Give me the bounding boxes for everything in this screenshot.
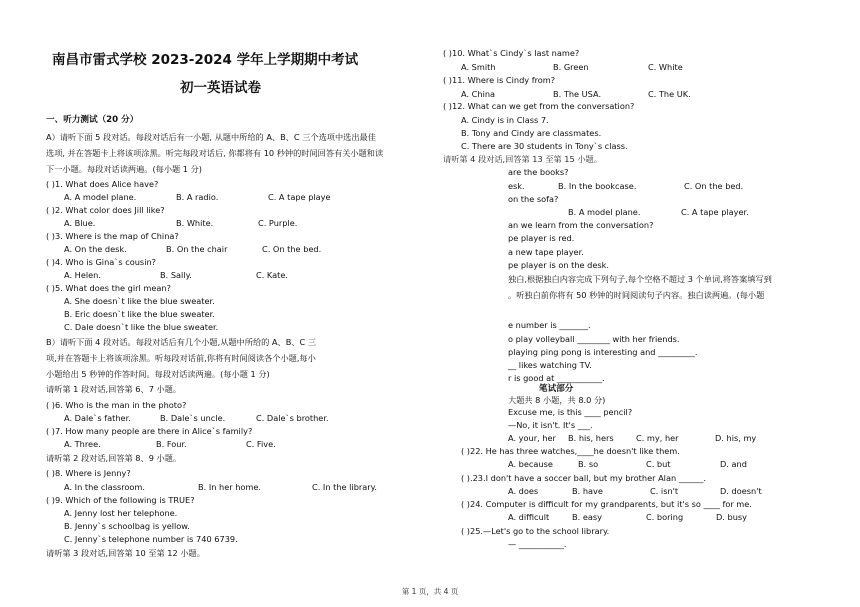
q22-option-a: A. because <box>508 459 553 469</box>
q10-option-b: B. Green <box>553 62 589 72</box>
fill-blank-20: r is good at ___________. <box>508 373 605 383</box>
q24-option-b: B. easy <box>572 512 602 522</box>
fill-blank-17: o play volleyball ________ with her friends. <box>508 334 680 344</box>
q21-stem: Excuse me, is this ____ pencil? <box>508 407 633 417</box>
q22-stem: ( )22. He has three watches,____he doesn't like them. <box>461 446 680 456</box>
q21-option-b: B. his, hers <box>568 433 614 443</box>
q21-option-d: D. his, my <box>715 433 757 443</box>
q6-option-b: B. Dale`s uncle. <box>160 413 226 423</box>
q5-option-a: A. She doesn`t like the blue sweater. <box>64 296 215 306</box>
part-a-instruction: A）请听下面 5 段对话。每段对话后有一小题, 从题中所给的 A、B、C 三个选项中选出最佳 <box>46 132 376 142</box>
q15-fragment: an we learn from the conversation? <box>508 220 654 230</box>
q7-option-c: C. Five. <box>246 439 276 449</box>
q23-option-d: D. doesn't <box>720 486 762 496</box>
q21-option-c: C. my, her <box>636 433 679 443</box>
q24-option-a: A. difficult <box>508 512 550 522</box>
page-title-2: 初一英语试卷 <box>180 80 261 96</box>
q4-stem: ( )4. Who is Gina`s cousin? <box>46 257 157 267</box>
q24-option-c: C. boring <box>646 512 684 522</box>
q15-option-b: a new tape player. <box>508 247 584 257</box>
q8-option-b: B. In her home. <box>198 482 262 492</box>
q15-option-a: pe player is red. <box>508 233 575 243</box>
q2-option-a: A. Blue. <box>64 218 96 228</box>
q15-option-c: pe player is on the desk. <box>508 260 610 270</box>
part-a-instruction: 下一小题。每段对话读两遍。(每小题 1 分) <box>46 164 202 174</box>
q2-option-c: C. Purple. <box>258 218 298 228</box>
written-section-title: 笔试部分 <box>539 384 574 394</box>
q9-option-c: C. Jenny`s telephone number is 740 6739. <box>64 534 238 544</box>
page-title-1: 南昌市雷式学校 2023-2024 学年上学期期中考试 <box>52 52 359 68</box>
q21-option-a: A. your, her <box>508 433 556 443</box>
q23-stem: ( ).23.I don't have a soccer ball, but my brother Alan ______. <box>461 473 706 483</box>
q2-stem: ( )2. What color does Jill like? <box>46 205 165 215</box>
page-footer: 第 1 页，共 4 页 <box>401 587 459 596</box>
part-c-instruction: 独白,根据独白内容完成下列句子,每个空格不超过 3 个单词,将答案填写到 <box>508 274 772 284</box>
q14-option-c: C. A tape player. <box>681 207 749 217</box>
part-b-instruction: 小题给出 5 秒钟的作答时间。每段对话读两遍。(每小题 1 分) <box>46 369 270 379</box>
q23-option-b: B. have <box>572 486 603 496</box>
q8-option-c: C. In the library. <box>312 482 377 492</box>
q3-option-a: A. On the desk. <box>64 244 127 254</box>
dialog-3-heading: 请听第 3 段对话,回答第 10 至第 12 小题。 <box>46 548 205 558</box>
q24-option-d: D. busy <box>716 512 748 522</box>
fill-blank-16: e number is _______. <box>508 320 591 330</box>
q22-option-d: D. and <box>720 459 747 469</box>
q10-stem: ( )10. What`s Cindy`s last name? <box>443 48 580 58</box>
q22-option-c: C. but <box>646 459 671 469</box>
q14-fragment: on the sofa? <box>508 194 559 204</box>
q6-option-c: C. Dale`s brother. <box>256 413 329 423</box>
q23-option-a: A. does <box>508 486 539 496</box>
q1-option-c: C. A tape playe <box>268 192 331 202</box>
q11-option-a: A. China <box>461 89 496 99</box>
q5-stem: ( )5. What does the girl mean? <box>46 283 171 293</box>
q12-stem: ( )12. What can we get from the conversation? <box>443 101 635 111</box>
q4-option-c: C. Kate. <box>256 270 289 280</box>
q25-line2: — ___________. <box>508 539 567 549</box>
q5-option-c: C. Dale doesn`t like the blue sweater. <box>64 322 219 332</box>
q1-stem: ( )1. What does Alice have? <box>46 179 159 189</box>
q9-option-a: A. Jenny lost her telephone. <box>64 508 178 518</box>
q13-option-b: B. In the bookcase. <box>558 181 637 191</box>
q4-option-a: A. Helen. <box>64 270 101 280</box>
section-listening: 一、听力测试（20 分） <box>46 115 139 125</box>
q11-option-b: B. The USA. <box>553 89 602 99</box>
q3-option-c: C. On the bed. <box>262 244 322 254</box>
q14-option-b: B. A model plane. <box>568 207 641 217</box>
q21-line2: —No, it isn't. It's ___. <box>508 420 593 430</box>
part-c-instruction: 。听独白前你将有 50 秒钟的时间阅读句子内容。独白读两遍。(每小题 <box>508 290 765 300</box>
q13-option-a: esk. <box>508 181 525 191</box>
q12-option-c: C. There are 30 students in Tony`s class. <box>461 141 628 151</box>
q10-option-a: A. Smith <box>461 62 496 72</box>
q7-option-a: A. Three. <box>64 439 101 449</box>
q6-option-a: A. Dale`s father. <box>64 413 131 423</box>
q12-option-a: A. Cindy is in Class 7. <box>461 115 549 125</box>
q23-option-c: C. isn't <box>650 486 679 496</box>
part-b-instruction: B）请听下面 4 段对话。每段对话后有几个小题,从题中所给的 A、B、C 三 <box>46 337 317 347</box>
q3-stem: ( )3. Where is the map of China? <box>46 231 179 241</box>
q4-option-b: B. Sally. <box>160 270 192 280</box>
q24-stem: ( )24. Computer is difficult for my grandparents, but it's so ____ for me. <box>461 499 752 509</box>
q1-option-a: A. A model plane. <box>64 192 137 202</box>
q7-option-b: B. Four. <box>156 439 187 449</box>
written-section-subtitle: 大题共 8 小题，共 8.0 分) <box>508 395 606 405</box>
q9-stem: ( )9. Which of the following is TRUE? <box>46 495 195 505</box>
q8-option-a: A. In the classroom. <box>64 482 146 492</box>
q12-option-b: B. Tony and Cindy are classmates. <box>461 128 602 138</box>
q13-option-c: C. On the bed. <box>684 181 744 191</box>
q11-stem: ( )11. Where is Cindy from? <box>443 75 556 85</box>
q9-option-b: B. Jenny`s schoolbag is yellow. <box>64 521 190 531</box>
q2-option-b: B. White. <box>176 218 214 228</box>
q22-option-b: B. so <box>578 459 599 469</box>
dialog-2-heading: 请听第 2 段对话,回答第 8、9 小题。 <box>46 453 182 463</box>
fill-blank-19: __ likes watching TV. <box>508 360 592 370</box>
dialog-1-heading: 请听第 1 段对话,回答第 6、7 小题。 <box>46 384 182 394</box>
q5-option-b: B. Eric doesn`t like the blue sweater. <box>64 309 215 319</box>
q7-stem: ( )7. How many people are there in Alice`s family? <box>46 426 253 436</box>
q3-option-b: B. On the chair <box>166 244 228 254</box>
q8-stem: ( )8. Where is Jenny? <box>46 468 131 478</box>
part-a-instruction: 选项, 并在答题卡上将该项涂黑。听完每段对话后, 你都将有 10 秒钟的时间回答有关小题和读 <box>46 148 384 158</box>
q13-fragment: are the books? <box>508 167 569 177</box>
fill-blank-18: playing ping pong is interesting and _________. <box>508 347 698 357</box>
dialog-4-heading: 请听第 4 段对话,回答第 13 至第 15 小题。 <box>443 154 602 164</box>
q11-option-c: C. The UK. <box>648 89 691 99</box>
part-b-instruction: 项,并在答题卡上将该项涂黑。听每段对话前,你将有时间阅读各个小题,每小 <box>46 353 316 363</box>
q25-stem: ( )25.—Let's go to the school library. <box>461 526 610 536</box>
q10-option-c: C. White <box>648 62 683 72</box>
q6-stem: ( )6. Who is the man in the photo? <box>46 400 187 410</box>
q1-option-b: B. A radio. <box>176 192 219 202</box>
